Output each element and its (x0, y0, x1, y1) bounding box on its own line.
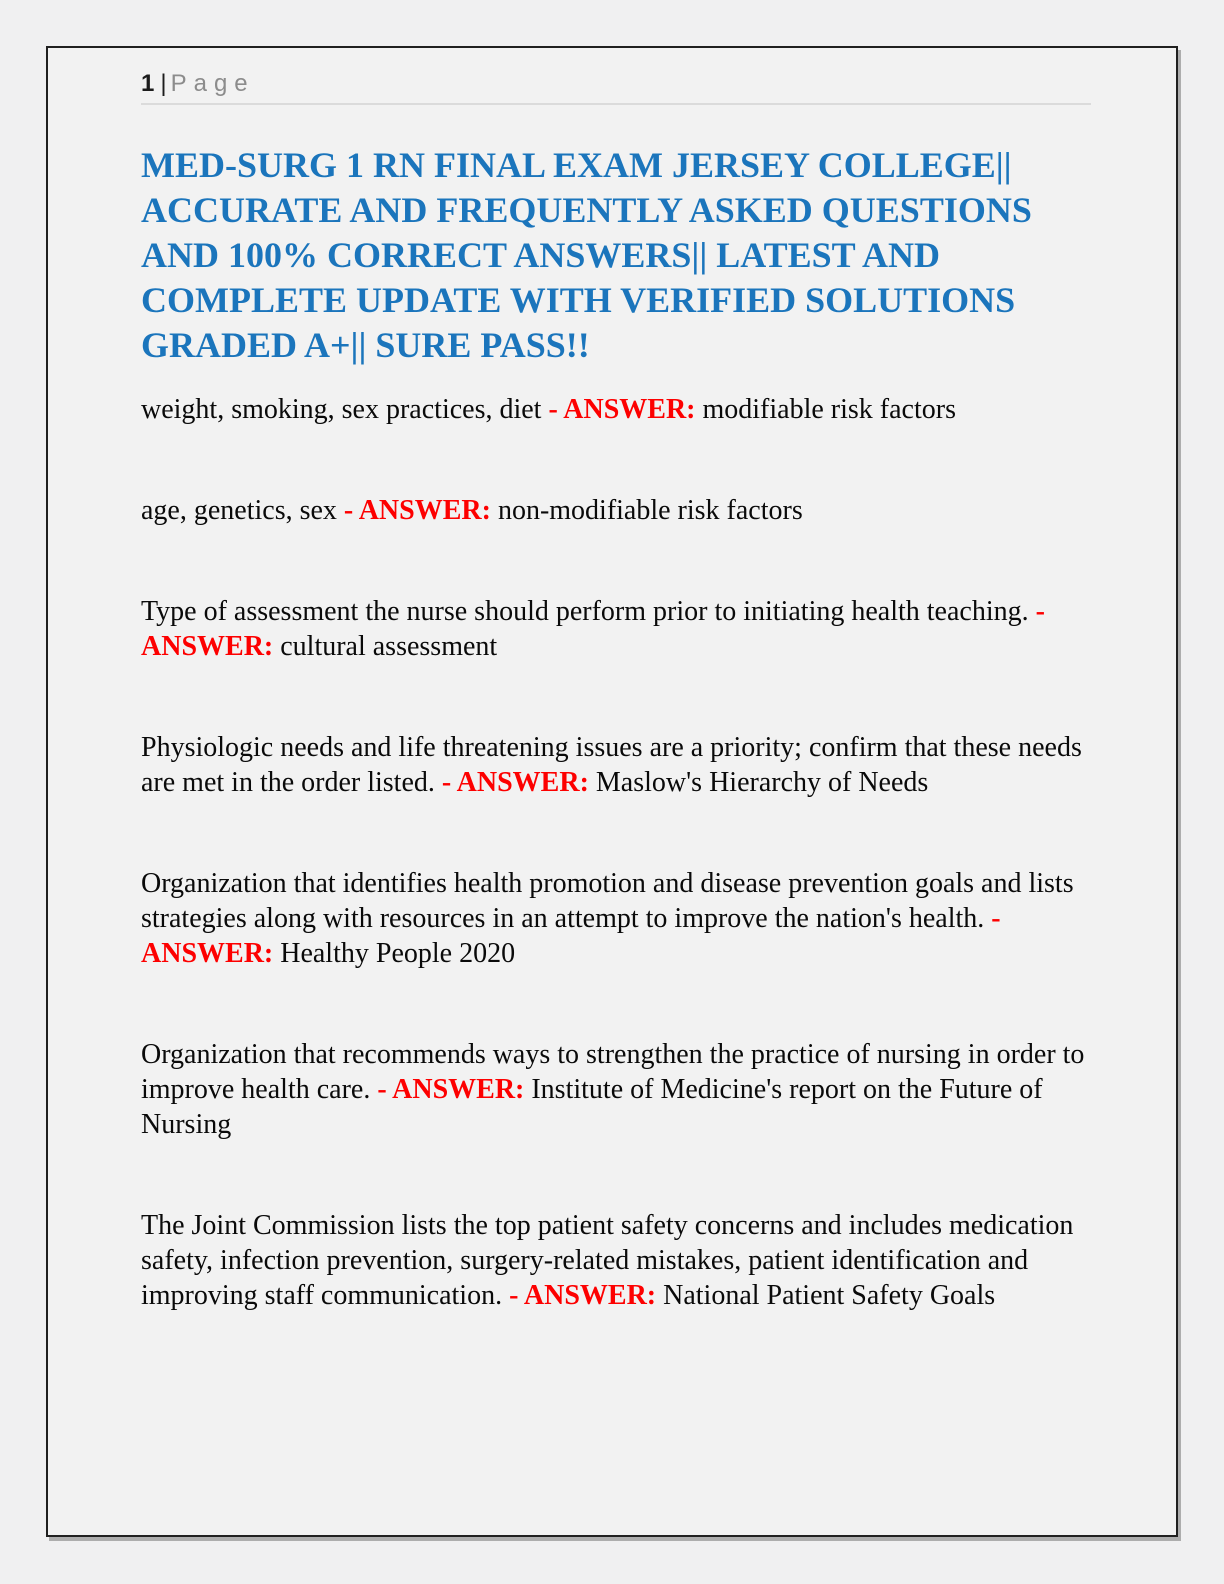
qa-answer: non-modifiable risk factors (490, 495, 803, 526)
qa-answer: cultural assessment (273, 631, 498, 662)
qa-answer: National Patient Safety Goals (656, 1280, 996, 1311)
qa-answer-marker: - ANSWER: (141, 596, 1045, 662)
qa-item (141, 594, 1091, 664)
qa-item (141, 392, 1091, 427)
qa-item (141, 1208, 1091, 1313)
qa-question: age, genetics, sex (141, 495, 344, 526)
page-content (48, 48, 1176, 1313)
document-page (46, 46, 1178, 1537)
qa-item (141, 493, 1091, 528)
page-number: 1 (141, 70, 155, 97)
qa-answer-marker: - ANSWER: (441, 767, 589, 798)
qa-question: Organization that identifies health promotion and disease prevention goals and lists strategies along with resources in an attempt to improve the nation's health. (141, 868, 1074, 934)
qa-item (141, 866, 1091, 971)
qa-item (141, 730, 1091, 800)
qa-item (141, 1037, 1091, 1142)
qa-question: Organization that recommends ways to strengthen the practice of nursing in order to improve health care. (141, 1039, 1085, 1105)
qa-question: weight, smoking, sex practices, diet (141, 394, 549, 425)
qa-answer: modifiable risk factors (695, 394, 956, 425)
qa-answer-marker: - ANSWER: (548, 394, 696, 425)
page-header-label: Page (170, 70, 255, 97)
qa-answer-marker: - ANSWER: (377, 1074, 525, 1105)
qa-question: Physiologic needs and life threatening issues are a priority; confirm that these needs are met in the order listed. (141, 732, 1082, 798)
qa-answer-marker: - ANSWER: (343, 495, 491, 526)
qa-answer: Maslow's Hierarchy of Needs (588, 767, 929, 798)
qa-answer: Healthy People 2020 (273, 938, 516, 969)
qa-answer-marker: - ANSWER: (141, 903, 1001, 969)
page-header-separator: | (160, 70, 167, 97)
qa-list (141, 392, 1091, 1313)
qa-answer: Institute of Medicine's report on the Future of Nursing (141, 1074, 1043, 1140)
page-header (141, 71, 1091, 105)
qa-question: The Joint Commission lists the top patient safety concerns and includes medication safety, infection prevention, surgery-related mistakes, patient identification and improving staff communication. (141, 1210, 1074, 1311)
qa-answer-marker: - ANSWER: (509, 1280, 657, 1311)
document-title: MED-SURG 1 RN FINAL EXAM JERSEY COLLEGE|| ACCURATE AND FREQUENTLY ASKED QUESTIONS AND 100% CORRECT ANSWERS|| LATEST AND COMPLETE UPDATE WITH VERIFIED SOLUTIONS GRADED A+|| SURE PASS!! (141, 145, 1032, 365)
qa-question: Type of assessment the nurse should perform prior to initiating health teaching. (141, 596, 1036, 627)
